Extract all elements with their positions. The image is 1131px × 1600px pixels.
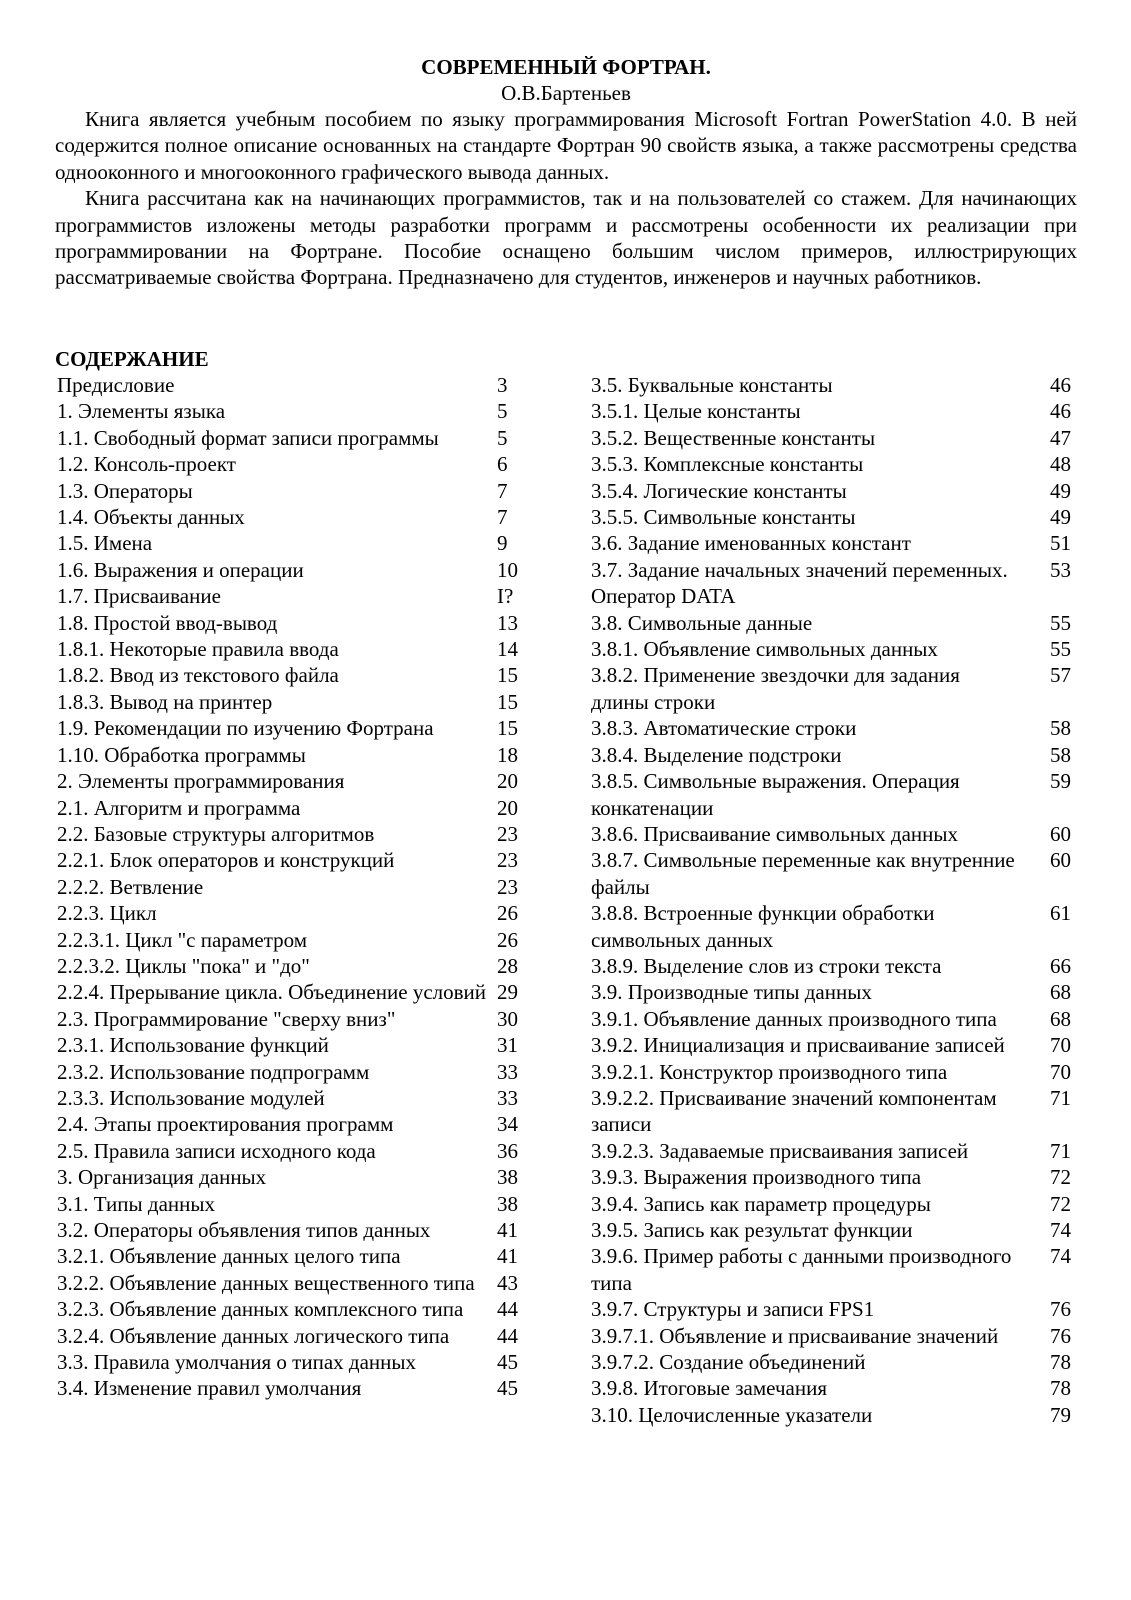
toc-entry-label: 1.5. Имена <box>57 531 153 556</box>
toc-entry <box>57 425 531 451</box>
toc-entry <box>591 715 1081 741</box>
toc-entry-label: 1.4. Объекты данных <box>57 505 245 530</box>
toc-entry <box>591 425 1081 451</box>
toc-entry-page: 70 <box>1050 1059 1071 1084</box>
toc-entry-page: 68 <box>1050 1006 1071 1031</box>
toc-entry-label: 2.2.3. Цикл <box>57 901 157 926</box>
toc-entry-label: 2.5. Правила записи исходного кода <box>57 1138 376 1163</box>
book-author: О.В.Бартеньев <box>501 81 631 105</box>
toc-entry <box>57 1375 531 1401</box>
toc-entry <box>591 1032 1081 1058</box>
toc-entry-label: 1.8.2. Ввод из текстового файла <box>57 663 339 688</box>
toc-entry <box>57 1217 531 1243</box>
toc-entry-page: 38 <box>497 1165 518 1190</box>
toc-entry <box>591 610 1081 636</box>
toc-entry <box>57 1243 531 1269</box>
toc-entry-page: 58 <box>1050 716 1071 741</box>
toc-entry <box>57 715 531 741</box>
toc-entry-label: 3.8.1. Объявление символьных данных <box>591 637 938 662</box>
toc-entry <box>591 398 1081 424</box>
toc-entry <box>57 610 531 636</box>
toc-entry-page: 5 <box>497 425 508 450</box>
toc-entry-page: 57 <box>1050 663 1071 688</box>
toc-entry <box>57 795 531 821</box>
toc-entry <box>591 742 1081 768</box>
toc-entry-label: 3.9.8. Итоговые замечания <box>591 1376 827 1401</box>
toc-entry-label: 3.2.1. Объявление данных целого типа <box>57 1244 401 1269</box>
toc-entry-page: 48 <box>1050 452 1071 477</box>
toc-entry-page: 61 <box>1050 901 1071 926</box>
toc-entry-label: 2.2.3.1. Цикл "с параметром <box>57 927 308 952</box>
toc-entry-label: 3.8.5. Символьные выражения. Операция конкатенации <box>591 769 960 820</box>
toc-entry-label: 2.2. Базовые структуры алгоритмов <box>57 821 375 846</box>
toc-entry-label: 3.8. Символьные данные <box>591 610 813 635</box>
toc-entry-label: 3.1. Типы данных <box>57 1191 215 1216</box>
toc-entry-label: 2.3. Программирование "сверху вниз" <box>57 1006 396 1031</box>
toc-entry-page: 44 <box>497 1297 518 1322</box>
toc-entry-page: 55 <box>1050 610 1071 635</box>
toc-entry <box>57 689 531 715</box>
toc-entry-page: 36 <box>497 1138 518 1163</box>
document-page <box>55 54 1077 1427</box>
toc-entry-label: 1.8.1. Некоторые правила ввода <box>57 637 339 662</box>
toc-entry <box>591 847 1081 900</box>
toc-entry <box>57 372 531 398</box>
toc-entry-label: 2.2.4. Прерывание цикла. Объединение условий <box>57 980 487 1005</box>
toc-entry <box>591 1191 1081 1217</box>
toc-entry <box>57 847 531 873</box>
toc-entry-label: 2.1. Алгоритм и программа <box>57 795 301 820</box>
toc-entry-page: 46 <box>1050 399 1071 424</box>
toc-entry-page: 3 <box>497 373 508 397</box>
toc-entry-page: 38 <box>497 1191 518 1216</box>
toc-entry-label: 3.2.4. Объявление данных логического типа <box>57 1323 450 1348</box>
toc-entry-label: 3.5.5. Символьные константы <box>591 505 856 530</box>
toc-entry-label: 3.2.3. Объявление данных комплексного типа <box>57 1297 464 1322</box>
toc-entry-page: 28 <box>497 953 518 978</box>
toc-entry-page: 44 <box>497 1323 518 1348</box>
toc-entry <box>591 1085 1081 1138</box>
toc-entry-page: 33 <box>497 1085 518 1110</box>
toc-entry-label: 3.2.2. Объявление данных вещественного типа <box>57 1270 475 1295</box>
toc-column-right <box>591 372 1081 1428</box>
toc-entry <box>57 1349 531 1375</box>
toc-entry <box>57 1111 531 1137</box>
toc-entry <box>57 979 531 1005</box>
toc-entry-page: I? <box>497 584 514 609</box>
toc-entry <box>591 1323 1081 1349</box>
toc-entry-page: 74 <box>1050 1244 1071 1269</box>
toc-entry-page: 14 <box>497 637 518 662</box>
toc-entry <box>57 742 531 768</box>
toc-entry <box>591 1006 1081 1032</box>
toc-entry-label: 1.7. Присваивание <box>57 584 221 609</box>
toc-entry <box>57 636 531 662</box>
toc-entry-page: 74 <box>1050 1218 1071 1242</box>
toc-entry <box>57 583 531 609</box>
toc-entry-label: 3.8.4. Выделение подстроки <box>591 742 842 767</box>
toc-entry-page: 9 <box>497 531 508 556</box>
intro-paragraph: Книга является учебным пособием по языку программирования Microsoft Fortran PowerStation 4.0. В ней содержится полное описание основанных на стандарте Фортран 90 свойств языка, а также рассмотрены средства однооконного и многооконного графического вывода данных. <box>55 107 1077 184</box>
toc-entry-label: 3.5.3. Комплексные константы <box>591 452 864 477</box>
toc-entry <box>591 478 1081 504</box>
toc-entry-page: 66 <box>1050 953 1071 978</box>
toc-entry-label: 1. Элементы языка <box>57 399 226 424</box>
toc-entry-page: 29 <box>497 980 518 1005</box>
toc-entry <box>591 504 1081 530</box>
toc-entry-label: 3.8.6. Присваивание символьных данных <box>591 821 959 846</box>
toc-entry <box>57 768 531 794</box>
toc-entry-label: 3.9.1. Объявление данных производного типа <box>591 1006 997 1031</box>
toc-entry <box>57 1270 531 1296</box>
toc-entry <box>57 398 531 424</box>
toc-entry-page: 68 <box>1050 980 1071 1005</box>
toc-entry-label: 3.8.8. Встроенные функции обработки символьных данных <box>591 901 935 952</box>
toc-entry <box>57 1006 531 1032</box>
toc-entry-label: 3.9.2.3. Задаваемые присваивания записей <box>591 1138 969 1163</box>
toc-entry <box>57 874 531 900</box>
toc-entry-page: 20 <box>497 795 518 820</box>
toc-entry-page: 31 <box>497 1033 518 1058</box>
toc-entry-label: 2. Элементы программирования <box>57 769 345 794</box>
toc-entry-page: 55 <box>1050 637 1071 662</box>
toc-entry <box>57 821 531 847</box>
toc-heading: СОДЕРЖАНИЕ <box>55 347 209 371</box>
toc-entry <box>57 557 531 583</box>
toc-entry-label: 3.8.9. Выделение слов из строки текста <box>591 953 942 978</box>
toc-entry <box>57 662 531 688</box>
toc-entry <box>57 451 531 477</box>
toc-entry <box>57 1032 531 1058</box>
toc-entry-label: 3.5.2. Вещественные константы <box>591 425 876 450</box>
toc-entry-page: 72 <box>1050 1165 1071 1190</box>
toc-entry-label: 3.2. Операторы объявления типов данных <box>57 1218 431 1242</box>
toc-entry <box>591 1243 1081 1296</box>
toc-entry <box>591 1375 1081 1401</box>
toc-entry-page: 47 <box>1050 425 1071 450</box>
toc-entry-page: 26 <box>497 901 518 926</box>
toc-entry-label: 2.3.2. Использование подпрограмм <box>57 1059 370 1084</box>
toc-entry <box>57 900 531 926</box>
toc-entry <box>591 1164 1081 1190</box>
toc-entry-page: 15 <box>497 663 518 688</box>
toc-entry-label: 1.1. Свободный формат записи программы <box>57 425 439 450</box>
toc-entry-page: 60 <box>1050 848 1071 873</box>
toc-entry-page: 15 <box>497 716 518 741</box>
toc-entry-page: 30 <box>497 1006 518 1031</box>
toc-entry <box>57 1323 531 1349</box>
toc-entry-page: 23 <box>497 821 518 846</box>
toc-entry-label: 1.9. Рекомендации по изучению Фортрана <box>57 716 434 741</box>
toc-entry <box>591 530 1081 556</box>
toc-entry-label: 3.9.6. Пример работы с данными производного типа <box>591 1244 1012 1295</box>
toc-entry <box>57 1296 531 1322</box>
toc-entry <box>591 1349 1081 1375</box>
toc-entry-label: 2.4. Этапы проектирования программ <box>57 1112 394 1137</box>
toc-entry-page: 45 <box>497 1376 518 1401</box>
toc-entry-label: 1.8. Простой ввод-вывод <box>57 610 278 635</box>
toc-entry-label: 3.9.2.2. Присваивание значений компонентам записи <box>591 1085 997 1137</box>
toc-entry-label: 3.5.1. Целые константы <box>591 399 801 424</box>
toc-entry-label: 3.9. Производные типы данных <box>591 980 872 1005</box>
toc-entry-page: 78 <box>1050 1350 1071 1375</box>
toc-entry-label: 3.8.3. Автоматические строки <box>591 716 857 741</box>
toc-entry-label: 1.10. Обработка программы <box>57 742 306 767</box>
toc-entry <box>57 530 531 556</box>
toc-entry <box>591 821 1081 847</box>
toc-entry <box>57 953 531 979</box>
toc-entry <box>57 1059 531 1085</box>
toc-entry-page: 5 <box>497 399 508 424</box>
toc-entry-label: 3.9.3. Выражения производного типа <box>591 1165 922 1190</box>
toc-entry <box>591 768 1081 821</box>
toc-entry-label: 3.9.2. Инициализация и присваивание записей <box>591 1033 1005 1058</box>
toc-entry <box>591 900 1081 953</box>
toc-entry <box>591 953 1081 979</box>
toc-entry-label: 1.8.3. Вывод на принтер <box>57 689 273 714</box>
toc-entry-page: 18 <box>497 742 518 767</box>
toc-entry-page: 58 <box>1050 742 1071 767</box>
toc-entry-label: 2.3.1. Использование функций <box>57 1033 329 1058</box>
toc-entry-label: 3. Организация данных <box>57 1165 267 1190</box>
toc-entry-label: 2.2.1. Блок операторов и конструкций <box>57 848 395 873</box>
toc-entry-label: 1.6. Выражения и операции <box>57 557 304 582</box>
toc-entry-page: 49 <box>1050 505 1071 530</box>
toc-entry-page: 20 <box>497 769 518 794</box>
toc-entry-page: 13 <box>497 610 518 635</box>
toc-entry-page: 46 <box>1050 373 1071 397</box>
toc-entry <box>591 662 1081 715</box>
toc-entry-page: 71 <box>1050 1085 1071 1110</box>
toc-entry-page: 76 <box>1050 1297 1071 1322</box>
toc-entry-page: 34 <box>497 1112 518 1137</box>
toc-entry-label: 1.2. Консоль-проект <box>57 452 236 477</box>
toc-entry <box>57 1085 531 1111</box>
book-title: СОВРЕМЕННЫЙ ФОРТРАН. <box>421 55 711 79</box>
toc-entry-label: 3.8.7. Символьные переменные как внутренние файлы <box>591 848 1015 899</box>
toc-entry <box>591 1059 1081 1085</box>
toc-entry-label: 3.5.4. Логические константы <box>591 478 847 503</box>
toc-entry-page: 79 <box>1050 1402 1071 1427</box>
toc-entry-label: 3.6. Задание именованных констант <box>591 531 911 556</box>
toc-entry-label: 2.2.2. Ветвление <box>57 874 204 899</box>
toc-entry-label: 3.9.7. Структуры и записи FPS1 <box>591 1297 875 1322</box>
toc-entry-page: 72 <box>1050 1191 1071 1216</box>
toc-entry <box>57 504 531 530</box>
toc-entry-label: 2.2.3.2. Циклы "пока" и "до" <box>57 953 310 978</box>
toc-entry-page: 70 <box>1050 1033 1071 1058</box>
toc-entry-label: 3.10. Целочисленные указатели <box>591 1402 873 1427</box>
toc-entry-page: 59 <box>1050 769 1071 794</box>
toc-entry <box>57 1164 531 1190</box>
toc-entry <box>591 1296 1081 1322</box>
toc-entry-page: 78 <box>1050 1376 1071 1401</box>
toc-entry <box>57 478 531 504</box>
toc-entry-label: 2.3.3. Использование модулей <box>57 1085 325 1110</box>
toc-entry-label: 3.3. Правила умолчания о типах данных <box>57 1350 416 1375</box>
toc-entry-page: 49 <box>1050 478 1071 503</box>
toc-entry-label: 1.3. Операторы <box>57 478 193 503</box>
toc-entry-page: 71 <box>1050 1138 1071 1163</box>
toc-entry <box>591 1217 1081 1243</box>
toc-entry <box>591 451 1081 477</box>
toc-entry-page: 41 <box>497 1218 518 1242</box>
toc-entry-page: 60 <box>1050 821 1071 846</box>
toc-entry-label: 3.9.4. Запись как параметр процедуры <box>591 1191 931 1216</box>
toc-entry-page: 43 <box>497 1270 518 1295</box>
toc-entry-label: 3.9.7.1. Объявление и присваивание значений <box>591 1323 999 1348</box>
toc-entry-page: 76 <box>1050 1323 1071 1348</box>
toc-entry-page: 6 <box>497 452 508 477</box>
toc-entry <box>591 979 1081 1005</box>
toc-entry-page: 23 <box>497 848 518 873</box>
intro-paragraph: Книга рассчитана как на начинающих программистов, так и на пользователей со стажем. Для начинающих программистов изложены методы разработки программ и рассмотрены особенности их реализации при программировании на Фортране. Пособие оснащено большим числом примеров, иллюстрирующих рассматриваемые свойства Фортрана. Предназначено для студентов, инженеров и научных работников. <box>55 186 1077 290</box>
toc-entry-page: 53 <box>1050 557 1071 582</box>
toc-entry <box>591 1138 1081 1164</box>
toc-entry <box>591 372 1081 398</box>
toc-entry-label: 3.9.5. Запись как результат функции <box>591 1218 913 1242</box>
toc-entry <box>57 927 531 953</box>
toc-entry-label: 3.9.7.2. Создание объединений <box>591 1350 866 1375</box>
toc-entry-page: 45 <box>497 1350 518 1375</box>
toc-entry-label: Предисловие <box>57 373 175 397</box>
toc-entry <box>57 1191 531 1217</box>
toc-entry <box>591 636 1081 662</box>
toc-entry-label: 3.5. Буквальные константы <box>591 373 833 397</box>
toc-entry <box>591 557 1081 610</box>
toc-entry-page: 10 <box>497 557 518 582</box>
toc-entry-page: 41 <box>497 1244 518 1269</box>
toc-entry-label: 3.4. Изменение правил умолчания <box>57 1376 362 1401</box>
toc-entry-label: 3.9.2.1. Конструктор производного типа <box>591 1059 948 1084</box>
toc-entry-page: 33 <box>497 1059 518 1084</box>
toc-entry-page: 51 <box>1050 531 1071 556</box>
toc-entry-page: 7 <box>497 505 508 530</box>
toc-entry <box>591 1402 1081 1428</box>
toc-column-left <box>57 372 531 1402</box>
toc-entry-page: 15 <box>497 689 518 714</box>
toc-entry <box>57 1138 531 1164</box>
toc-entry-label: 3.8.2. Применение звездочки для задания длины строки <box>591 663 960 714</box>
toc-entry-label: 3.7. Задание начальных значений переменных. Оператор DATA <box>591 557 1008 609</box>
toc-entry-page: 23 <box>497 874 518 899</box>
toc-entry-page: 7 <box>497 478 508 503</box>
toc-entry-page: 26 <box>497 927 518 952</box>
